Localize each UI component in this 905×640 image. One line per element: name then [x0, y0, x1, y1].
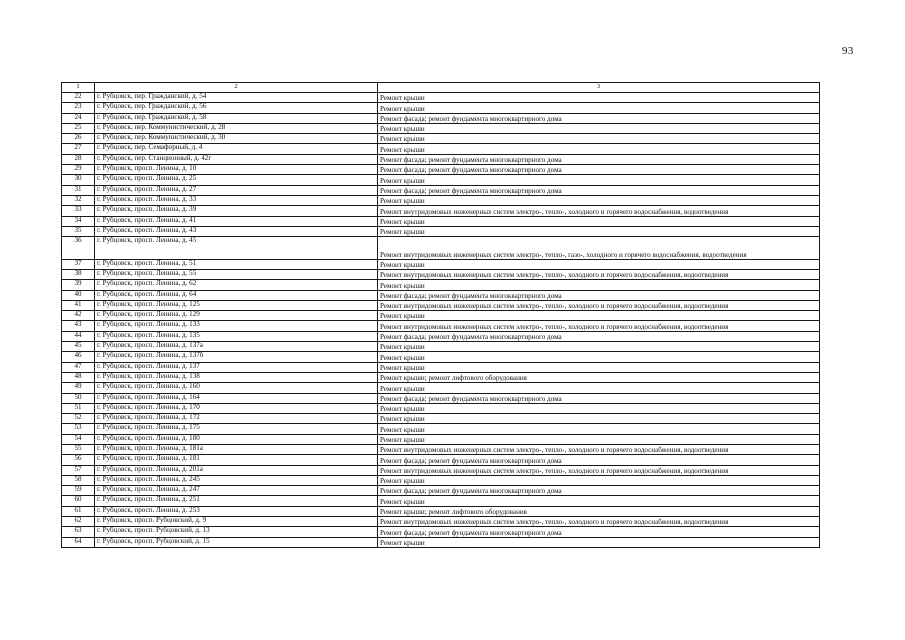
table-row	[62, 403, 820, 413]
table-row	[62, 321, 820, 331]
table-row	[62, 175, 820, 185]
row-number-cell: 28	[62, 154, 95, 164]
address-cell: г. Рубцовск, просп. Ленина, д. 181а	[95, 445, 378, 455]
work-type-cell: Ремонт крыши	[378, 352, 820, 362]
row-number-cell: 32	[62, 195, 95, 205]
work-type-cell: Ремонт крыши	[378, 123, 820, 133]
table-row	[62, 269, 820, 279]
work-type-cell: Ремонт внутридомовых инженерных систем электро-, тепло-, холодного и горячего водоснабжения, водоотведения	[378, 517, 820, 527]
work-type-cell: Ремонт фасада; ремонт фундамента многоквартирного дома	[378, 290, 820, 300]
table-header-row	[62, 83, 820, 93]
work-type-cell: Ремонт крыши	[378, 434, 820, 444]
table-row	[62, 475, 820, 485]
table-row	[62, 226, 820, 236]
address-cell: г. Рубцовск, пер. Станционный, д. 42г	[95, 154, 378, 164]
work-type-cell: Ремонт крыши	[378, 259, 820, 269]
table-row	[62, 290, 820, 300]
row-number-cell: 61	[62, 506, 95, 516]
address-cell: г. Рубцовск, просп. Ленина, д. 27	[95, 185, 378, 195]
column-header-address: 2	[95, 83, 378, 93]
address-cell: г. Рубцовск, просп. Ленина, д. 137б	[95, 352, 378, 362]
table-row	[62, 445, 820, 455]
row-number-cell: 34	[62, 216, 95, 226]
table-row	[62, 103, 820, 113]
repair-table	[61, 82, 820, 548]
work-type-cell: Ремонт крыши	[378, 362, 820, 372]
address-cell: г. Рубцовск, просп. Ленина, д. 160	[95, 383, 378, 393]
work-type-cell: Ремонт внутридомовых инженерных систем электро-, тепло-, холодного и горячего водоснабжения, водоотведения	[378, 445, 820, 455]
table-row	[62, 506, 820, 516]
row-number-cell: 44	[62, 331, 95, 341]
table-row	[62, 134, 820, 144]
address-cell: г. Рубцовск, просп. Ленина, д. 251	[95, 496, 378, 506]
work-type-cell: Ремонт крыши	[378, 383, 820, 393]
work-type-cell: Ремонт крыши	[378, 216, 820, 226]
row-number-cell: 64	[62, 537, 95, 547]
row-number-cell: 56	[62, 455, 95, 465]
work-type-cell: Ремонт внутридомовых инженерных систем электро-, тепло-, холодного и горячего водоснабжения, водоотведения	[378, 300, 820, 310]
work-type-cell: Ремонт фасада; ремонт фундамента многоквартирного дома	[378, 455, 820, 465]
work-type-cell: Ремонт крыши	[378, 175, 820, 185]
row-number-cell: 33	[62, 206, 95, 216]
work-type-cell: Ремонт крыши	[378, 195, 820, 205]
address-cell: г. Рубцовск, просп. Ленина, д. 247	[95, 486, 378, 496]
work-type-cell: Ремонт крыши	[378, 496, 820, 506]
row-number-cell: 63	[62, 527, 95, 537]
row-number-cell: 52	[62, 414, 95, 424]
table-row	[62, 93, 820, 103]
table-row	[62, 144, 820, 154]
row-number-cell: 58	[62, 475, 95, 485]
table-row	[62, 311, 820, 321]
address-cell: г. Рубцовск, пер. Гражданский, д. 54	[95, 93, 378, 103]
address-cell: г. Рубцовск, просп. Ленина, д. 137	[95, 362, 378, 372]
address-cell: г. Рубцовск, просп. Ленина, д. 43	[95, 226, 378, 236]
row-number-cell: 57	[62, 465, 95, 475]
row-number-cell: 29	[62, 165, 95, 175]
work-type-cell: Ремонт крыши	[378, 475, 820, 485]
address-cell: г. Рубцовск, просп. Ленина, д. 45	[95, 237, 378, 260]
row-number-cell: 55	[62, 445, 95, 455]
row-number-cell: 42	[62, 311, 95, 321]
address-cell: г. Рубцовск, просп. Ленина, д. 51	[95, 259, 378, 269]
work-type-cell: Ремонт фасада; ремонт фундамента многоквартирного дома	[378, 113, 820, 123]
address-cell: г. Рубцовск, просп. Ленина, д. 170	[95, 403, 378, 413]
row-number-cell: 36	[62, 237, 95, 260]
work-type-cell: Ремонт фасада; ремонт фундамента многоквартирного дома	[378, 165, 820, 175]
row-number-cell: 41	[62, 300, 95, 310]
work-type-cell: Ремонт внутридомовых инженерных систем электро-, тепло-, холодного и горячего водоснабжения, водоотведения	[378, 206, 820, 216]
table-row	[62, 259, 820, 269]
table-row	[62, 537, 820, 547]
address-cell: г. Рубцовск, просп. Ленина, д. 180	[95, 434, 378, 444]
table-row	[62, 486, 820, 496]
address-cell: г. Рубцовск, просп. Ленина, д. 133	[95, 321, 378, 331]
table-row	[62, 185, 820, 195]
table-row	[62, 424, 820, 434]
row-number-cell: 48	[62, 372, 95, 382]
address-cell: г. Рубцовск, просп. Ленина, д. 138	[95, 372, 378, 382]
address-cell: г. Рубцовск, просп. Ленина, д. 55	[95, 269, 378, 279]
row-number-cell: 31	[62, 185, 95, 195]
address-cell: г. Рубцовск, просп. Ленина, д. 172	[95, 414, 378, 424]
work-type-cell: Ремонт крыши	[378, 403, 820, 413]
table-row	[62, 465, 820, 475]
address-cell: г. Рубцовск, просп. Ленина, д. 164	[95, 393, 378, 403]
row-number-cell: 26	[62, 134, 95, 144]
table-row	[62, 195, 820, 205]
address-cell: г. Рубцовск, просп. Ленина, д. 137а	[95, 342, 378, 352]
table-row	[62, 165, 820, 175]
row-number-cell: 47	[62, 362, 95, 372]
work-type-cell: Ремонт фасада; ремонт фундамента многоквартирного дома	[378, 185, 820, 195]
row-number-cell: 25	[62, 123, 95, 133]
table-row	[62, 372, 820, 382]
table-row	[62, 352, 820, 362]
work-type-cell: Ремонт фасада; ремонт фундамента многоквартирного дома	[378, 154, 820, 164]
row-number-cell: 22	[62, 93, 95, 103]
row-number-cell: 49	[62, 383, 95, 393]
row-number-cell: 46	[62, 352, 95, 362]
address-cell: г. Рубцовск, пер. Коммунистический, д. 28	[95, 123, 378, 133]
row-number-cell: 54	[62, 434, 95, 444]
work-type-cell: Ремонт крыши	[378, 424, 820, 434]
work-type-cell: Ремонт фасада; ремонт фундамента многоквартирного дома	[378, 527, 820, 537]
address-cell: г. Рубцовск, просп. Ленина, д. 25	[95, 175, 378, 185]
row-number-cell: 24	[62, 113, 95, 123]
table-row	[62, 342, 820, 352]
work-type-cell: Ремонт внутридомовых инженерных систем электро-, тепло-, холодного и горячего водоснабжения, водоотведения	[378, 465, 820, 475]
table-row	[62, 237, 820, 260]
address-cell: г. Рубцовск, просп. Рубцовский, д. 13	[95, 527, 378, 537]
address-cell: г. Рубцовск, просп. Ленина, д. 135	[95, 331, 378, 341]
row-number-cell: 23	[62, 103, 95, 113]
work-type-cell: Ремонт фасада; ремонт фундамента многоквартирного дома	[378, 331, 820, 341]
table-row	[62, 455, 820, 465]
work-type-cell: Ремонт внутридомовых инженерных систем электро-, тепло-, холодного и горячего водоснабжения, водоотведения	[378, 321, 820, 331]
table-row	[62, 496, 820, 506]
work-type-cell: Ремонт крыши	[378, 342, 820, 352]
address-cell: г. Рубцовск, просп. Ленина, д. 175	[95, 424, 378, 434]
table-row	[62, 383, 820, 393]
column-header-number: 1	[62, 83, 95, 93]
table-row	[62, 517, 820, 527]
row-number-cell: 40	[62, 290, 95, 300]
work-type-cell: Ремонт крыши	[378, 103, 820, 113]
address-cell: г. Рубцовск, просп. Ленина, д. 181	[95, 455, 378, 465]
work-type-cell: Ремонт фасада; ремонт фундамента многоквартирного дома	[378, 486, 820, 496]
work-type-cell: Ремонт внутридомовых инженерных систем электро-, тепло-, холодного и горячего водоснабжения, водоотведения	[378, 269, 820, 279]
work-type-cell: Ремонт крыши	[378, 134, 820, 144]
address-cell: г. Рубцовск, просп. Ленина, д. 33	[95, 195, 378, 205]
work-type-cell: Ремонт внутридомовых инженерных систем электро-, тепло-, газо-, холодного и горячего водоснабжения, водоотведения	[378, 237, 820, 260]
work-type-cell: Ремонт фасада; ремонт фундамента многоквартирного дома	[378, 393, 820, 403]
work-type-cell: Ремонт крыши	[378, 280, 820, 290]
work-type-cell: Ремонт крыши	[378, 144, 820, 154]
address-cell: г. Рубцовск, просп. Ленина, д. 201а	[95, 465, 378, 475]
address-cell: г. Рубцовск, просп. Рубцовский, д. 15	[95, 537, 378, 547]
table-row	[62, 113, 820, 123]
address-cell: г. Рубцовск, просп. Ленина, д. 129	[95, 311, 378, 321]
table-row	[62, 123, 820, 133]
address-cell: г. Рубцовск, пер. Гражданский, д. 56	[95, 103, 378, 113]
address-cell: г. Рубцовск, просп. Ленина, д. 125	[95, 300, 378, 310]
address-cell: г. Рубцовск, просп. Ленина, д. 39	[95, 206, 378, 216]
page-number: 93	[842, 45, 854, 57]
table-row	[62, 154, 820, 164]
work-type-cell: Ремонт крыши	[378, 414, 820, 424]
row-number-cell: 50	[62, 393, 95, 403]
table-row	[62, 206, 820, 216]
table-row	[62, 527, 820, 537]
row-number-cell: 60	[62, 496, 95, 506]
row-number-cell: 39	[62, 280, 95, 290]
table-row	[62, 393, 820, 403]
work-type-cell: Ремонт крыши	[378, 226, 820, 236]
row-number-cell: 30	[62, 175, 95, 185]
address-cell: г. Рубцовск, просп. Ленина, д. 10	[95, 165, 378, 175]
row-number-cell: 62	[62, 517, 95, 527]
table-row	[62, 362, 820, 372]
address-cell: г. Рубцовск, просп. Ленина, д. 41	[95, 216, 378, 226]
address-cell: г. Рубцовск, пер. Коммунистический, д. 30	[95, 134, 378, 144]
row-number-cell: 38	[62, 269, 95, 279]
row-number-cell: 27	[62, 144, 95, 154]
address-cell: г. Рубцовск, пер. Гражданский, д. 58	[95, 113, 378, 123]
row-number-cell: 43	[62, 321, 95, 331]
work-type-cell: Ремонт крыши; ремонт лифтового оборудования	[378, 372, 820, 382]
table-row	[62, 280, 820, 290]
table-row	[62, 434, 820, 444]
address-cell: г. Рубцовск, пер. Семафорный, д. 4	[95, 144, 378, 154]
table-row	[62, 300, 820, 310]
work-type-cell: Ремонт крыши	[378, 537, 820, 547]
column-header-work: 3	[378, 83, 820, 93]
address-cell: г. Рубцовск, просп. Ленина, д. 245	[95, 475, 378, 485]
row-number-cell: 45	[62, 342, 95, 352]
work-type-cell: Ремонт крыши	[378, 93, 820, 103]
row-number-cell: 53	[62, 424, 95, 434]
row-number-cell: 35	[62, 226, 95, 236]
address-cell: г. Рубцовск, просп. Ленина, д. 64	[95, 290, 378, 300]
table-row	[62, 216, 820, 226]
row-number-cell: 51	[62, 403, 95, 413]
address-cell: г. Рубцовск, просп. Ленина, д. 253	[95, 506, 378, 516]
work-type-cell: Ремонт крыши	[378, 311, 820, 321]
address-cell: г. Рубцовск, просп. Рубцовский, д. 9	[95, 517, 378, 527]
table-row	[62, 414, 820, 424]
table-row	[62, 331, 820, 341]
row-number-cell: 37	[62, 259, 95, 269]
address-cell: г. Рубцовск, просп. Ленина, д. 62	[95, 280, 378, 290]
work-type-cell: Ремонт крыши; ремонт лифтового оборудования	[378, 506, 820, 516]
row-number-cell: 59	[62, 486, 95, 496]
